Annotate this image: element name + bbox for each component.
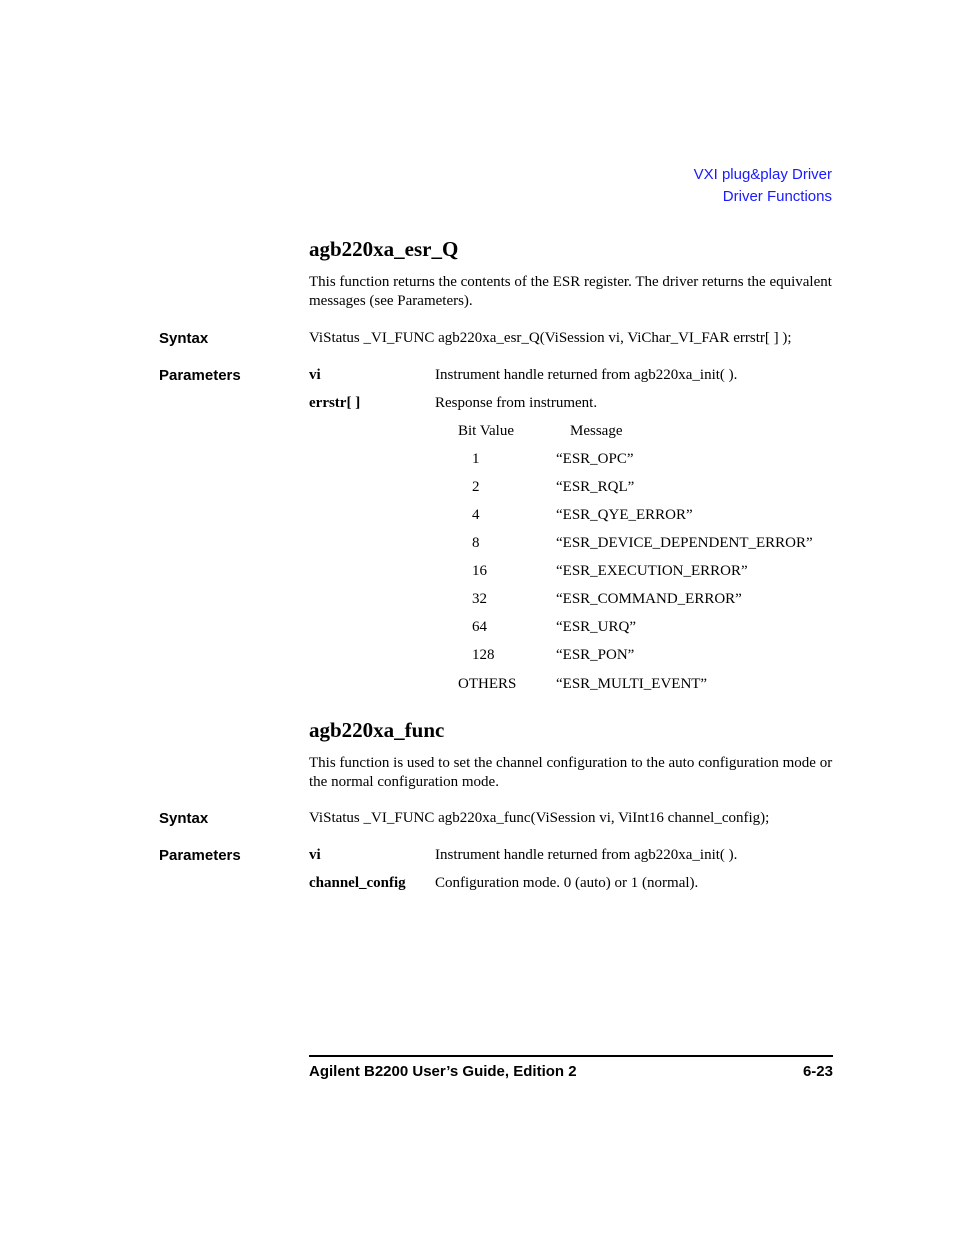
section2-title: agb220xa_func	[309, 718, 445, 742]
section1-param-desc: Instrument handle returned from agb220xa_init( ).	[435, 367, 738, 383]
section2-syntax: ViStatus _VI_FUNC agb220xa_func(ViSession vi, ViInt16 channel_config);	[309, 810, 770, 826]
header-chapter: VXI plug&play Driver	[693, 166, 832, 183]
page-number: 6-23	[802, 1063, 833, 1080]
table-cell-message: “ESR_COMMAND_ERROR”	[556, 591, 742, 607]
section1-title: agb220xa_esr_Q	[309, 237, 459, 261]
section2-parameters-label: Parameters	[159, 847, 241, 864]
table-cell-message: “ESR_DEVICE_DEPENDENT_ERROR”	[556, 535, 813, 551]
section1-param-name: vi	[309, 367, 321, 383]
section2-syntax-label: Syntax	[159, 810, 209, 827]
table-cell-bit: 2	[472, 479, 480, 495]
table-cell-bit: 1	[472, 451, 480, 467]
table-cell-message: “ESR_RQL”	[556, 479, 635, 495]
table-cell-bit: 128	[472, 647, 495, 663]
footer-rule	[309, 1055, 833, 1057]
table-cell-bit: 16	[472, 563, 487, 579]
table-header-message: Message	[570, 423, 623, 439]
table-cell-message: “ESR_QYE_ERROR”	[556, 507, 693, 523]
table-cell-message: “ESR_URQ”	[556, 619, 636, 635]
section1-parameters-label: Parameters	[159, 367, 241, 384]
table-cell-bit: 4	[472, 507, 480, 523]
footer-title: Agilent B2200 User’s Guide, Edition 2	[309, 1063, 577, 1080]
table-cell-message: “ESR_EXECUTION_ERROR”	[556, 563, 748, 579]
table-header-bit-value: Bit Value	[458, 423, 514, 439]
section1-syntax-label: Syntax	[159, 330, 209, 347]
section1-param-name: errstr[ ]	[309, 395, 361, 411]
header-section: Driver Functions	[722, 188, 832, 205]
running-header	[694, 164, 832, 208]
table-cell-bit: 32	[472, 591, 487, 607]
table-cell-message: “ESR_PON”	[556, 647, 635, 663]
table-cell-message: “ESR_MULTI_EVENT”	[556, 676, 708, 692]
table-cell-bit: 64	[472, 619, 487, 635]
section2-param-name: vi	[309, 847, 321, 863]
section2-param-desc: Instrument handle returned from agb220xa_init( ).	[435, 847, 738, 863]
section1-syntax: ViStatus _VI_FUNC agb220xa_esr_Q(ViSession vi, ViChar_VI_FAR errstr[ ] );	[309, 330, 792, 346]
section2-description: This function is used to set the channel configuration to the auto configuration mode or the normal configuration mode.	[309, 755, 833, 790]
table-cell-bit: OTHERS	[458, 676, 517, 692]
section1-description: This function returns the contents of the ESR register. The driver returns the equivalent messages (see Parameters).	[309, 274, 832, 309]
section2-param-name: channel_config	[309, 875, 406, 891]
table-cell-bit: 8	[472, 535, 480, 551]
section1-param-desc: Response from instrument.	[435, 395, 598, 411]
section2-param-desc: Configuration mode. 0 (auto) or 1 (normal).	[435, 875, 699, 891]
table-cell-message: “ESR_OPC”	[556, 451, 634, 467]
